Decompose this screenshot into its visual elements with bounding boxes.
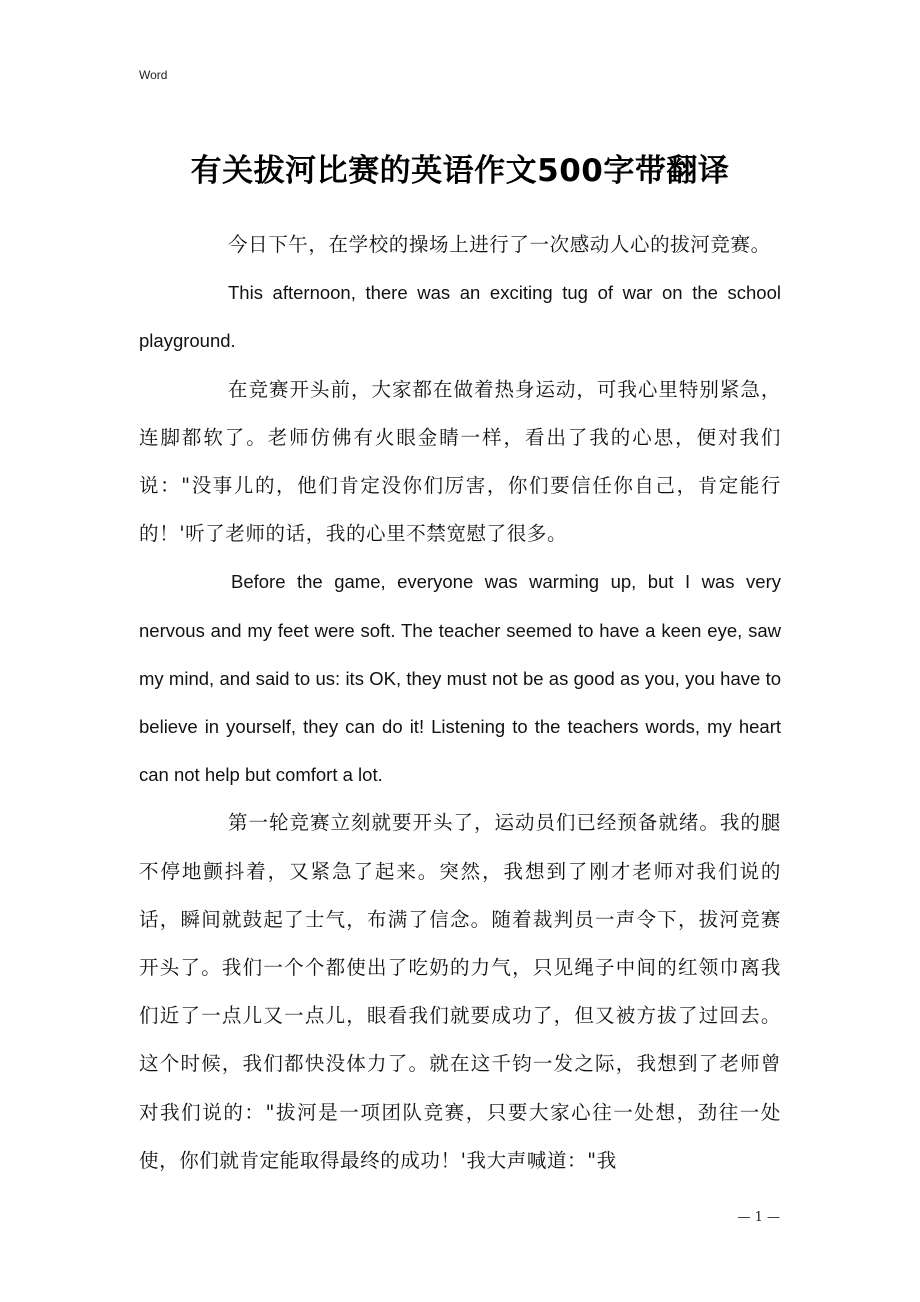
paragraph-en-2: Before the game, everyone was warming up, but I was very nervous and my feet were soft. The teacher seemed to have a keen eye, saw my mind, and said to us: its OK, they must not be as good as you, you have to believe in yourself, they can do it! Listening to the teachers words, my heart can not help but comfort a lot. <box>139 571 781 786</box>
paragraph-en-1: This afternoon, there was an exciting tug of war on the school playground. <box>139 282 781 352</box>
paragraph-zh-1: 今日下午，在学校的操场上进行了一次感动人心的拔河竞赛。 <box>228 233 771 256</box>
paragraph-zh-3: 第一轮竞赛立刻就要开头了，运动员们已经预备就绪。我的腿不停地颤抖着，又紧急了起来。突然，我想到了刚才老师对我们说的话，瞬间就鼓起了士气，布满了信念。随着裁判员一声令下，拔河竞赛开头了。我们一个个都使出了吃奶的力气，只见绳子中间的红领巾离我们近了一点儿又一点儿，眼看我们就要成功了，但又被方拔了过回去。这个时候，我们都快没体力了。就在这千钧一发之际，我想到了老师曾对我们说的："拔河是一项团队竞赛，只要大家心往一处想，劲往一处使，你们就肯定能取得最终的成功！'我大声喊道："我 <box>139 811 781 1172</box>
paragraph-zh-2: 在竞赛开头前，大家都在做着热身运动，可我心里特别紧急，连脚都软了。老师仿佛有火眼金睛一样，看出了我的心思，便对我们说："没事儿的，他们肯定没你们厉害，你们要信任你自己，肯定能行的！'听了老师的话，我的心里不禁宽慰了很多。 <box>139 377 781 546</box>
page-number: — 1 — <box>737 1210 780 1225</box>
header-label: Word <box>139 68 168 82</box>
document-title: 有关拔河比赛的英语作文500字带翻译 <box>190 153 730 189</box>
document-body <box>139 221 781 1185</box>
